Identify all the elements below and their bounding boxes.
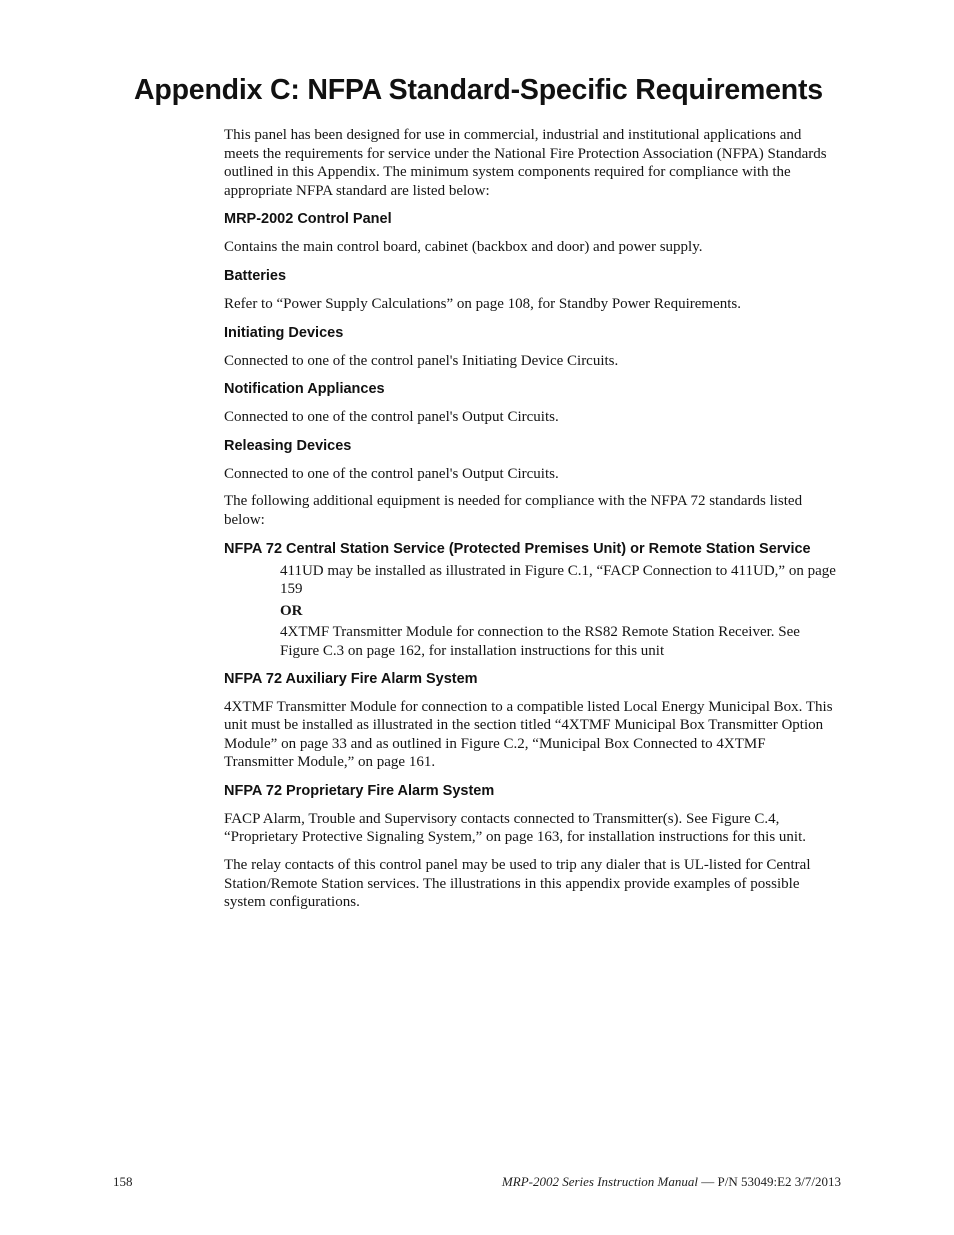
text-batteries: Refer to “Power Supply Calculations” on page 108, for Standby Power Requirements. xyxy=(224,295,741,312)
footer-document-id xyxy=(502,1174,841,1190)
text-proprietary: FACP Alarm, Trouble and Supervisory contacts connected to Transmitter(s). See Figure C.4, “Proprietary Protective Signaling System,” on page 163, for installation instructions for this unit. xyxy=(224,810,806,846)
text-control-panel: Contains the main control board, cabinet (backbox and door) and power supply. xyxy=(224,239,703,256)
additional-equipment-paragraph: The following additional equipment is needed for compliance with the NFPA 72 standards listed below: xyxy=(224,493,803,528)
heading-releasing-devices: Releasing Devices xyxy=(224,437,352,454)
central-station-or: OR xyxy=(280,602,303,619)
text-notification-appliances: Connected to one of the control panel's Output Circuits. xyxy=(224,409,559,426)
central-station-option-411ud: 411UD may be installed as illustrated in Figure C.1, “FACP Connection to 411UD,” on page 159 xyxy=(280,562,836,598)
part-number: — P/N 53049:E2 3/7/2013 xyxy=(697,1174,841,1189)
text-auxiliary: 4XTMF Transmitter Module for connection to a compatible listed Local Energy Municipal Box. This unit must be installed as illustrated in the section titled “4XTMF Municipal Box Transmitter Option Module” on page 33 and as outlined in Figure C.2, “Municipal Box Connected to 4XTMF Transmitter Module,” on page 161. xyxy=(224,698,833,771)
page-number: 158 xyxy=(113,1174,133,1189)
intro-paragraph: This panel has been designed for use in commercial, industrial and institutional applications and meets the requirements for service under the National Fire Protection Association (NFPA) Standards outlined in this Appendix. The minimum system components required for compliance with the appropriate NFPA standard are listed below: xyxy=(224,127,827,199)
text-releasing-devices: Connected to one of the control panel's Output Circuits. xyxy=(224,465,559,482)
heading-initiating-devices: Initiating Devices xyxy=(224,324,344,341)
heading-batteries: Batteries xyxy=(224,267,287,284)
heading-auxiliary: NFPA 72 Auxiliary Fire Alarm System xyxy=(224,670,478,687)
text-initiating-devices: Connected to one of the control panel's Initiating Device Circuits. xyxy=(224,352,619,369)
central-station-option-4xtmf: 4XTMF Transmitter Module for connection to the RS82 Remote Station Receiver. See Figure C.3 on page 162, for installation instructions for this unit xyxy=(280,624,800,659)
page-title: Appendix C: NFPA Standard-Specific Requirements xyxy=(134,74,823,106)
heading-notification-appliances: Notification Appliances xyxy=(224,381,385,398)
closing-paragraph: The relay contacts of this control panel may be used to trip any dialer that is UL-listed for Central Station/Remote Station services. The illustrations in this appendix provide examples of possible system configurations. xyxy=(224,857,811,911)
heading-proprietary: NFPA 72 Proprietary Fire Alarm System xyxy=(224,782,495,799)
heading-central-station: NFPA 72 Central Station Service (Protected Premises Unit) or Remote Station Service xyxy=(224,540,811,557)
manual-title: MRP-2002 Series Instruction Manual xyxy=(501,1174,698,1189)
heading-control-panel: MRP-2002 Control Panel xyxy=(224,211,392,228)
page-content xyxy=(224,126,838,921)
